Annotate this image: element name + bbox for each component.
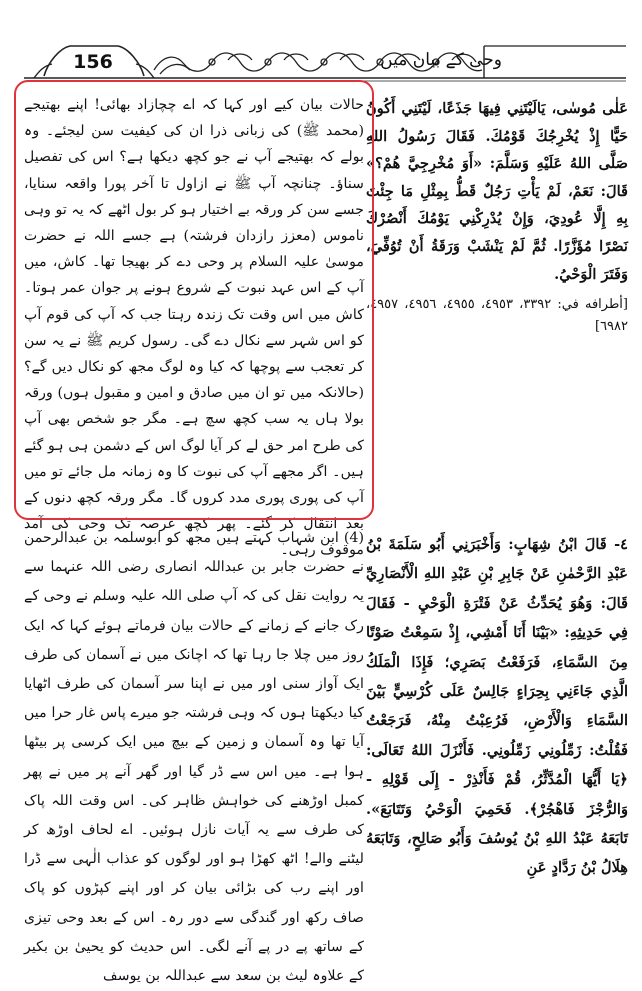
arabic-hadith-text: عَلٰى مُوسٰى، يَالَيْتَنِي فِيهَا جَذَعًا، لَيْتَنِي أَكُونُ حَيًّا إِذْ يُخْرِجُكَ قَوْمُكَ. فَقَالَ رَسُولُ اللهِ صَلَّى اللهُ عَلَيْهِ وَسَلَّمَ: «أَوَ مُخْرِجِيَّ هُمْ؟» قَالَ: نَعَمْ، لَمْ يَأْتِ رَجُلٌ قَطُّ بِمِثْلِ مَا جِئْتَ بِهِ إِلَّا عُودِيَ، وَإِنْ يُدْرِكْنِي يَوْمُكَ أَنْصُرْكَ نَصْرًا مُؤَزَّرًا. ثُمَّ لَمْ يَنْشَبْ وَرَقَةُ أَنْ تُوُفِّيَ، وَفَتَرَ الْوَحْيُ. [366,100,628,283]
page-number: 156 [73,51,113,73]
urdu-translation-4-text: (4) ابن شہاب کہتے ہیں مجھ کو ابوسلمہ بن عبدالرحمن نے حضرت جابر بن عبداللہ انصاری رضی اللہ عنہما سے یہ روایت نقل کی کہ آپ صلی اللہ علیہ وسلم نے وحی کے رک جانے کے زمانے کے حالات بیان فرماتے ہوئے کہا کہ ایک روز میں چلا جا رہا تھا کہ اچانک میں نے آسمان کی طرف ایک آواز سنی اور میں نے اپنا سر آسمان کی طرف اٹھایا کیا دیکھتا ہوں کہ وہی فرشتہ جو میرے پاس غار حرا میں آیا تھا وہ آسمان و زمین کے بیچ میں ایک کرسی پر بیٹھا ہوا ہے۔ میں اس سے ڈر گیا اور گھر آنے پر میں نے پھر کمبل اوڑھنے کی خواہش ظاہر کی۔ اس وقت اللہ پاک کی طرف سے یہ آیات نازل ہوئیں۔ اے لحاف اوڑھ کر لیٹنے والے! اٹھ کھڑا ہو اور لوگوں کو عذاب الٰہی سے ڈرا اور اپنے رب کی بڑائی بیان کر اور اپنے کپڑوں کو پاک صاف رکھ اور گندگی سے دور رہ۔ اس کے بعد وحی تیزی کے ساتھ پے در پے آنے لگی۔ اس حدیث کو یحییٰ بن بکیر کے علاوہ لیث بن سعد سے عبداللہ بن یوسف [24,530,364,985]
arabic-hadith-4-text: ٤- قَالَ ابْنُ شِهَابٍ: وَأَخْبَرَنِي أَبُو سَلَمَةَ بْنُ عَبْدِ الرَّحْمٰنِ عَنْ جَابِرِ بْنِ عَبْدِ اللهِ الْأَنْصَارِيِّ قَالَ: وَهُوَ يُحَدِّثُ عَنْ فَتْرَةِ الْوَحْيِ - فَقَالَ فِي حَدِيثِهِ: «بَيْنَا أَنَا أَمْشِي، إِذْ سَمِعْتُ صَوْتًا مِنَ السَّمَاءِ، فَرَفَعْتُ بَصَرِي؛ فَإِذَا الْمَلَكُ الَّذِي جَاءَنِي بِحِرَاءٍ جَالِسٌ عَلَى كُرْسِيٍّ بَيْنَ السَّمَاءِ وَالْأَرْضِ، فَرُعِبْتُ مِنْهُ، فَرَجَعْتُ فَقُلْتُ: زَمِّلُونِي زَمِّلُونِي. فَأَنْزَلَ اللهُ تَعَالَى: ﴿يَا أَيُّهَا الْمُدَّثِّرُ، قُمْ فَأَنْذِرْ - إِلَى قَوْلِهِ - وَالرُّجْزَ فَاهْجُرْ﴾. فَحَمِيَ الْوَحْيُ وَتَتَابَعَ». تَابَعَهُ عَبْدُ اللهِ بْنُ يُوسُفَ وَأَبُو صَالِحٍ، وَتَابَعَهُ هِلَالُ بْنُ رَدَّادٍ عَنِ [366,536,628,877]
arabic-hadith-column-top [366,95,628,338]
highlight-box [14,80,374,520]
arabic-hadith-column-bottom [366,530,628,883]
running-title: وحی کے بیان میں [380,50,502,70]
hadith-cross-references: [أطرافه في: ٣٣٩٢، ٤٩٥٣، ٤٩٥٥، ٤٩٥٦، ٤٩٥٧، ٦٩٨٢] [366,297,628,335]
urdu-translation-text: حالات بیان کیے اور کہا کہ اے چچازاد بھائی! اپنے بھتیجے (محمد ﷺ) کی زبانی ذرا ان کی کیفیت سن لیجئے۔ وہ بولے کہ بھتیجے آپ نے جو کچھ دیکھا ہے؟ اس کی تفصیل سناؤ۔ چنانچہ آپ ﷺ نے ازاول تا آخر پورا واقعہ سنایا، جسے سن کر ورقہ بے اختیار ہو کر بول اٹھے کہ یہ تو وہی ناموس (معزز رازدان فرشتہ) ہے جسے اللہ نے حضرت موسیٰ علیہ السلام پر وحی دے کر بھیجا تھا۔ کاش، میں آپ کے اس عہد نبوت کے شروع ہونے پر جوان عمر ہوتا۔ کاش میں اس وقت تک زندہ رہتا جب کہ آپ کی قوم آپ کو اس شہر سے نکال دے گی۔ رسول کریم ﷺ نے یہ سن کر تعجب سے پوچھا کہ کیا وہ لوگ مجھ کو نکال دیں گے؟ (حالانکہ میں تو ان میں صادق و امین و مقبول ہوں) ورقہ بولا ہاں یہ سب کچھ سچ ہے۔ مگر جو شخص بھی آپ کی طرح امر حق لے کر آیا لوگ اس کے دشمن ہی ہو گئے ہیں۔ اگر مجھے آپ کی نبوت کا وہ زمانہ مل جائے تو میں آپ کی پوری پوری مدد کروں گا۔ مگر ورقہ کچھ دنوں کے بعد انتقال کر گئے۔ پھر کچھ عرصہ تک وحی کی آمد موقوف رہی۔ [24,97,364,559]
urdu-translation-bottom [24,524,364,991]
